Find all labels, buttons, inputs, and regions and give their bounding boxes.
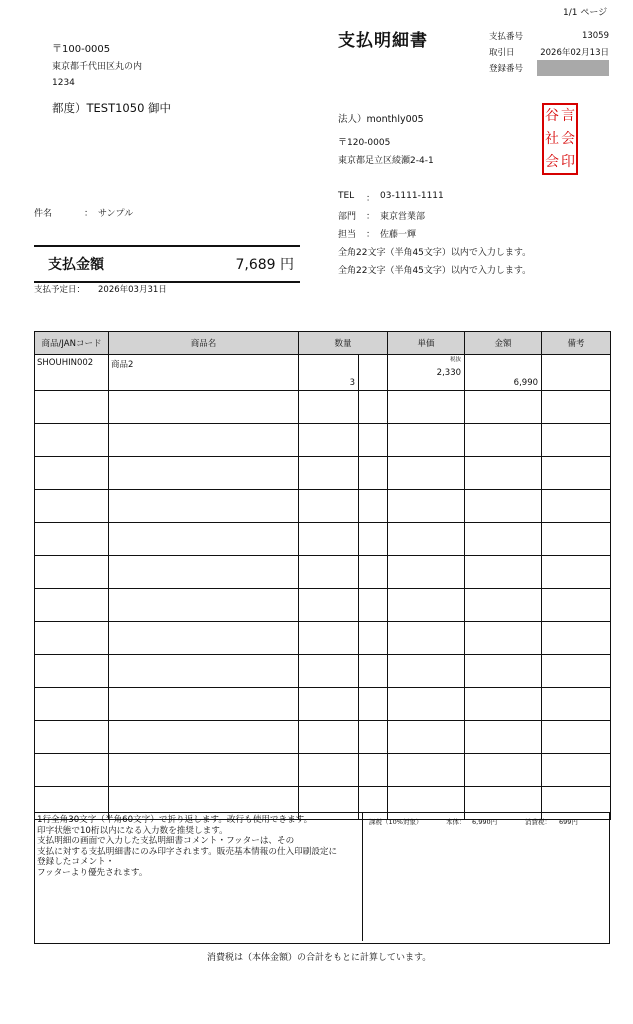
reg-no-redacted <box>537 60 609 76</box>
table-row <box>35 490 611 523</box>
sender-dept-sep: ： <box>366 212 376 222</box>
col-header-name: 商品名 <box>109 332 299 355</box>
recipient-zip: 〒100-0005 <box>52 44 111 55</box>
seal-char: 印 <box>561 153 575 170</box>
table-row <box>35 754 611 787</box>
table-row <box>35 721 611 754</box>
tax-summary <box>369 817 578 826</box>
payment-no-label: 支払番号 <box>489 32 524 42</box>
table-row <box>35 391 611 424</box>
item-unit-price-cell <box>388 355 465 391</box>
item-unit-cell <box>359 355 388 391</box>
sender-note-2: 全角22文字（半角45文字）以内で入力します。 <box>338 266 532 276</box>
total-amount: 7,689 円 <box>235 257 294 273</box>
seal-char: 会 <box>561 130 575 147</box>
tax-base: 6,990円 <box>472 818 498 826</box>
item-code: SHOUHIN002 <box>35 355 109 391</box>
col-header-note: 備考 <box>542 332 611 355</box>
sender-zip: 〒120-0005 <box>338 138 391 148</box>
table-row <box>35 688 611 721</box>
table-row <box>35 457 611 490</box>
col-header-unit-price: 単価 <box>388 332 465 355</box>
page-indicator: 1/1 ページ <box>563 8 608 18</box>
subject-sep: ： <box>84 209 94 219</box>
seal-char: 社 <box>545 130 559 147</box>
sender-person-sep: ： <box>366 230 376 240</box>
table-row <box>35 589 611 622</box>
table-row <box>35 655 611 688</box>
item-unit-price: 2,330 <box>436 368 462 378</box>
sender-tel-sep: ： <box>366 194 376 204</box>
tax-amount: 699円 <box>559 818 578 826</box>
item-amount-cell <box>465 355 542 391</box>
tax-category-label: 課税（10%対象） <box>369 818 423 826</box>
payment-no: 13059 <box>581 31 609 41</box>
item-qty-cell <box>299 355 359 391</box>
table-row <box>35 355 611 391</box>
item-name: 商品2 <box>109 355 299 391</box>
table-row <box>35 556 611 589</box>
sender-dept: 東京営業部 <box>380 212 426 222</box>
item-qty: 3 <box>349 378 355 388</box>
due-date: 2026年03月31日 <box>98 285 167 295</box>
item-tax-type: 税抜 <box>450 357 462 363</box>
total-amount-label: 支払金額 <box>48 257 104 273</box>
trade-date-label: 取引日 <box>489 48 515 58</box>
header-meta <box>489 28 609 76</box>
sender-person: 佐藤一輝 <box>380 230 417 240</box>
col-header-code: 商品/JANコード <box>35 332 109 355</box>
sender-tel: 03-1111-1111 <box>380 191 444 201</box>
total-amount-box <box>34 245 300 283</box>
table-header-row <box>35 332 611 355</box>
tax-base-label: 本体： <box>446 818 466 826</box>
seal-char: 会 <box>545 153 559 170</box>
table-row <box>35 622 611 655</box>
sender-tel-label: TEL <box>338 191 355 201</box>
table-row <box>35 523 611 556</box>
due-date-label: 支払予定日： <box>34 285 86 295</box>
seal-char: 言 <box>561 108 575 125</box>
document-title: 支払明細書 <box>338 31 428 51</box>
recipient-address2: 1234 <box>52 78 75 88</box>
subject-value: サンプル <box>98 209 134 219</box>
item-note <box>542 355 611 391</box>
recipient-name: 都度）TEST1050 御中 <box>52 101 172 115</box>
company-seal-stamp <box>542 103 578 175</box>
tax-label: 消費税： <box>525 818 551 826</box>
sender-dept-label: 部門 <box>338 212 357 222</box>
reg-no-label: 登録番号 <box>489 64 524 74</box>
table-row <box>35 424 611 457</box>
items-table <box>34 331 611 820</box>
sender-address: 東京都足立区綾瀬2-4-1 <box>338 156 434 166</box>
col-header-amount: 金額 <box>465 332 542 355</box>
trade-date: 2026年02月13日 <box>540 48 609 58</box>
recipient-address1: 東京都千代田区丸の内 <box>52 62 143 72</box>
sender-company: 法人）monthly005 <box>338 114 424 125</box>
sender-note-1: 全角22文字（半角45文字）以内で入力します。 <box>338 248 532 258</box>
footer-box <box>34 812 610 944</box>
seal-char: 谷 <box>545 108 559 125</box>
footer-comment: 1行全角30文字（半角60文字）で折り返します。改行も使用できます。 印字状態で10桁以内になる入力数を推奨します。 支払明細の画面で入力した支払明細書コメント・フッターは、その 支払に対する支払明細書にのみ印字されます。販売基本情報の仕入印刷設定に 登録したコメント・ フッターより優先されます。 <box>35 813 363 941</box>
item-amount: 6,990 <box>513 378 539 388</box>
tax-calc-caption: 消費税は（本体金額）の合計をもとに計算しています。 <box>207 953 432 963</box>
subject-label: 件名 <box>34 209 53 219</box>
col-header-qty: 数量 <box>299 332 388 355</box>
sender-person-label: 担当 <box>338 230 357 240</box>
